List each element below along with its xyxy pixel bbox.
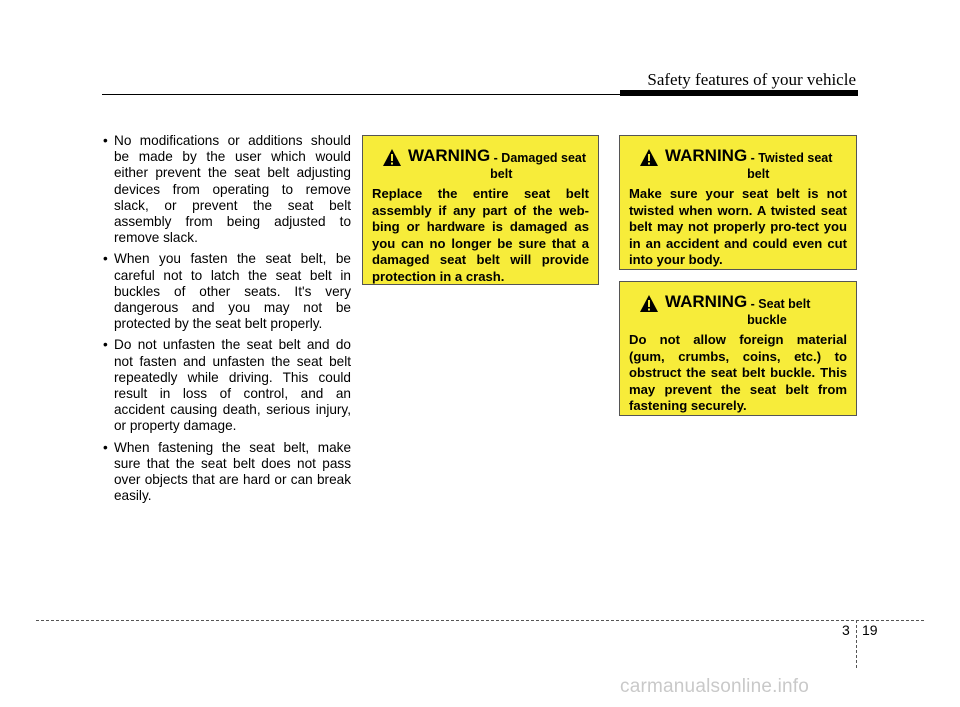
bullet-item: • No modifications or additions should be made by the user which would either prevent the seat belt adjusting devices from operating to remove slack, or prevent the seat belt assembly from being adjusted to remove slack. (103, 133, 351, 246)
warning-body: Replace the entire seat belt assembly if any part of the web-bing or hardware is damaged as you can no longer be sure that a damaged seat belt will provide protection in a crash. (372, 186, 589, 284)
warning-subtitle: - Damaged seat belt (490, 151, 587, 181)
bullet-item: • When fastening the seat belt, make sure that the seat belt does not pass over objects that are hard or can break easily. (103, 440, 351, 505)
chapter-number: 3 (842, 622, 850, 638)
warning-subtitle: - Twisted seat belt (747, 151, 833, 181)
footer-rule (36, 620, 924, 621)
warning-body: Make sure your seat belt is not twisted when worn. A twisted seat belt may not properly pro-tect you in an accident and could even cut into your body. (629, 186, 847, 267)
warning-box-damaged-seat-belt (362, 135, 599, 285)
warning-triangle-icon (639, 294, 659, 314)
page-header-title: Safety features of your vehicle (647, 70, 856, 89)
warning-label: WARNING (665, 146, 748, 165)
warning-box-seat-belt-buckle (619, 281, 857, 416)
bullet-item: • Do not unfasten the seat belt and do not fasten and unfasten the seat belt repeatedly while driving. This could result in loss of control, and an accident causing death, serious injury, or property damage. (103, 337, 351, 434)
page-number: 19 (862, 622, 878, 638)
warning-label: WARNING (665, 292, 748, 311)
warning-triangle-icon (382, 148, 402, 168)
watermark: carmanualsonline.info (620, 676, 810, 697)
warning-box-twisted-seat-belt (619, 135, 857, 270)
warning-body: Do not allow foreign material (gum, crumbs, coins, etc.) to obstruct the seat belt buckle. This may prevent the seat belt from fastening securely. (629, 332, 847, 413)
warning-subtitle: - Seat belt buckle (747, 297, 811, 327)
footer-divider (856, 620, 857, 668)
bullet-item: • When you fasten the seat belt, be careful not to latch the seat belt in buckles of other seats. It's very dangerous and you may not be protected by the seat belt properly. (103, 251, 351, 332)
bullet-list (103, 133, 351, 509)
warning-label: WARNING (408, 146, 491, 165)
header-rule-accent (620, 90, 858, 96)
warning-triangle-icon (639, 148, 659, 168)
